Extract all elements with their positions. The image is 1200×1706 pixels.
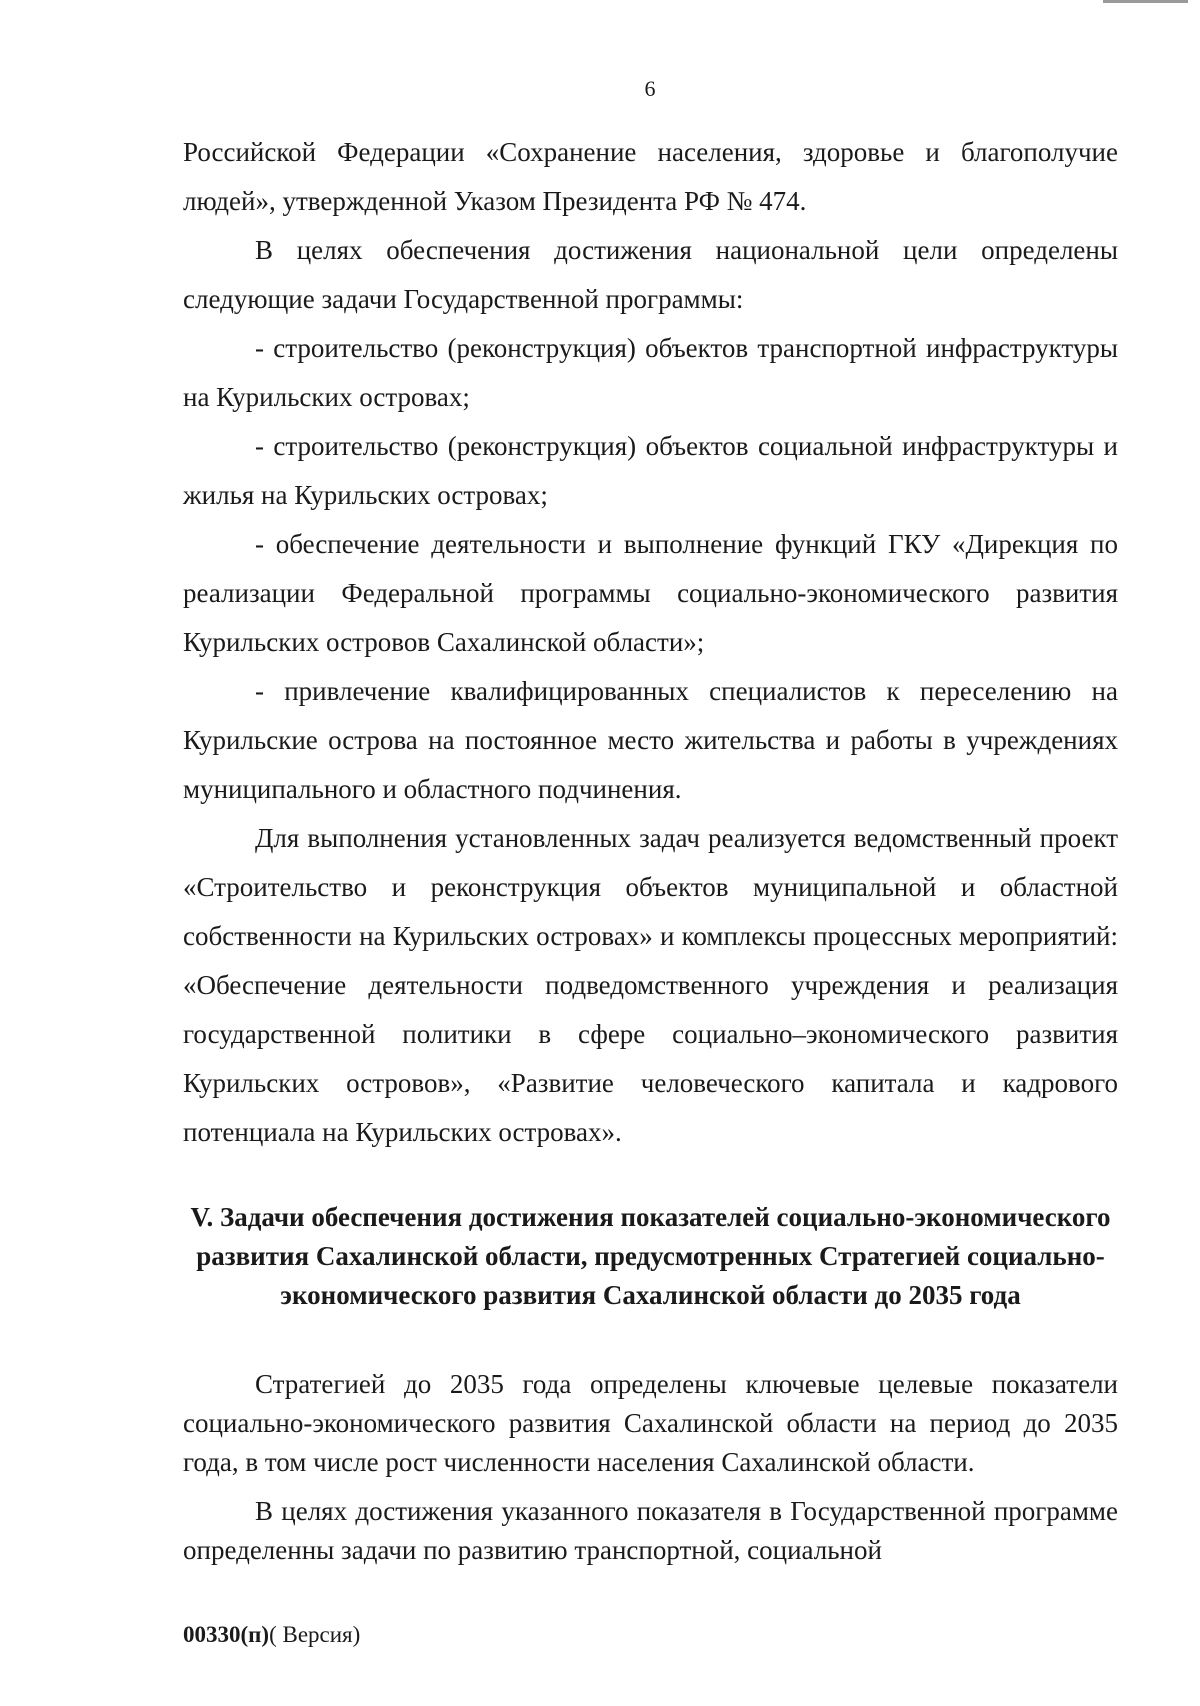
section-text	[183, 1365, 1118, 1580]
task-item-directorate: - обеспечение деятельности и выполнение функций ГКУ «Дирекция по реализации Федеральной программы социально-экономического развития Курильских островов Сахалинской области»;	[183, 529, 1118, 657]
section-paragraph-tasks: В целях достижения указанного показателя в Государственной программе определенны задачи по развитию транспортной, социальной	[183, 1496, 1118, 1565]
task-item-specialists: - привлечение квалифицированных специалистов к переселению на Курильские острова на постоянное место жительства и работы в учреждениях муниципального и областного подчинения.	[183, 676, 1118, 804]
document-version: ( Версия)	[269, 1622, 361, 1647]
scan-artifact	[1103, 0, 1188, 3]
page-number: 6	[644, 76, 656, 101]
paragraph-projects: Для выполнения установленных задач реализуется ведомственный проект «Строительство и реконструкция объектов муниципальной и областной собственности на Курильских островах» и комплексы процессных мероприятий: «Обеспечение деятельности подведомственного учреждения и реализация государственной политики в сфере социально–экономического развития Курильских островов», «Развитие человеческого капитала и кадрового потенциала на Курильских островах».	[183, 823, 1118, 1147]
section-heading: V. Задачи обеспечения достижения показателей социально-экономического развития Сахалинской области, предусмотренных Стратегией социально-экономического развития Сахалинской области до 2035 года	[190, 1202, 1111, 1310]
body-text	[183, 128, 1118, 1157]
document-footer	[183, 1622, 360, 1648]
paragraph-continuation: Российской Федерации «Сохранение населения, здоровье и благополучие людей», утвержденной Указом Президента РФ № 474.	[183, 137, 1118, 216]
paragraph-goal-intro: В целях обеспечения достижения национальной цели определены следующие задачи Государственной программы:	[183, 235, 1118, 314]
document-code: 00330(п)	[183, 1622, 270, 1647]
task-item-transport: - строительство (реконструкция) объектов транспортной инфраструктуры на Курильских островах;	[183, 333, 1118, 412]
section-paragraph-strategy: Стратегией до 2035 года определены ключевые целевые показатели социально-экономического развития Сахалинской области на период до 2035 года, в том числе рост численности населения Сахалинской области.	[183, 1369, 1118, 1477]
task-item-social: - строительство (реконструкция) объектов социальной инфраструктуры и жилья на Курильских островах;	[183, 431, 1118, 510]
